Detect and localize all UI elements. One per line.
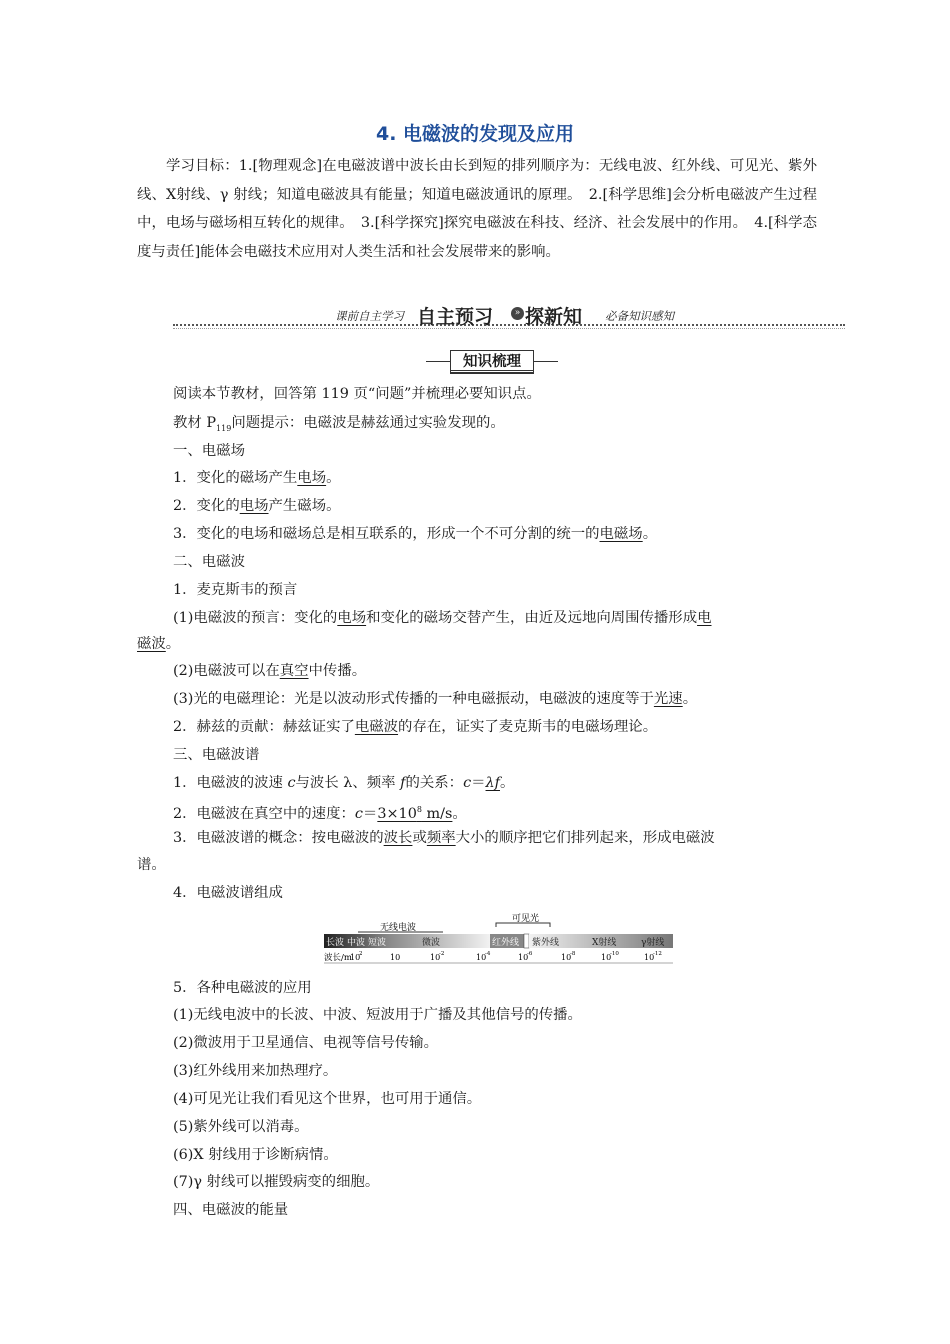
text: 产生磁场。 <box>268 498 341 514</box>
paragraph <box>137 413 853 439</box>
tick: 10 <box>601 953 612 962</box>
answer: 光速 <box>653 691 683 707</box>
list-item <box>137 608 853 628</box>
text: 。 <box>642 526 658 542</box>
axis-ticks <box>350 951 662 962</box>
tick-exp: -6 <box>527 951 533 957</box>
tick: 10 <box>390 953 401 962</box>
text: 2．变化的 <box>173 498 240 514</box>
text: ＝ <box>362 805 378 822</box>
text: 2．赫兹的贡献：赫兹证实了 <box>173 719 355 735</box>
badge-line-left <box>426 361 450 362</box>
tick: 10 <box>350 953 361 962</box>
banner-title-2: 探新知 <box>525 306 583 328</box>
tick: 10 <box>518 953 529 962</box>
text: 大小的顺序把它们排列起来，形成电磁波 <box>455 830 715 846</box>
list-item: (7)γ 射线可以摧毁病变的细胞。 <box>173 1174 380 1190</box>
list-item <box>137 717 853 737</box>
text: 。 <box>452 805 467 822</box>
text: 的关系： <box>405 775 464 791</box>
section-heading-badge <box>426 350 558 374</box>
tick: 10 <box>644 953 655 962</box>
heading-spectrum: 三、电磁波谱 <box>173 747 260 763</box>
answer: 电场 <box>337 610 367 626</box>
banner-right-text: 必备知识感知 <box>605 309 674 323</box>
objectives-label: 学习目标： <box>166 158 239 174</box>
list-item: 5．各种电磁波的应用 <box>173 980 312 996</box>
heading-electromagnetic-wave: 二、电磁波 <box>173 554 245 570</box>
list-item <box>137 828 853 848</box>
tick: 10 <box>561 953 572 962</box>
answer: 电场 <box>297 470 327 486</box>
section-banner <box>173 302 845 332</box>
band-label-short: 短波 <box>368 938 387 948</box>
list-item: (5)紫外线可以消毒。 <box>173 1119 309 1135</box>
tick: 10 <box>430 953 441 962</box>
answer: 波长 <box>383 830 413 846</box>
objectives-text: 1.[物理观念]在电磁波谱中波长由长到短的排列顺序为：无线电波、红外线、可见光、紫外线、X射线、γ 射线；知道电磁波具有能量；知道电磁波通讯的原理。 2.[科学思维]会分析电磁波产生过程中，电场与磁场相互转化的规律。 3.[科学探究]探究电磁波在科技、经济、社会发展中的作用。 4.[科学态度与责任]能体会电磁技术应用对人类生活和社会发展带来的影响。 <box>137 158 817 260</box>
text: 2．电磁波在真空中的速度： <box>173 805 355 822</box>
list-item <box>137 524 853 544</box>
answer: 真空 <box>279 663 309 679</box>
band-label-gamma: γ射线 <box>641 938 665 948</box>
list-item <box>137 800 853 824</box>
answer: 频率 <box>426 830 456 846</box>
arrow-icon: » <box>511 307 524 320</box>
band-visible <box>524 934 529 948</box>
banner-left-text: 课前自主学习 <box>335 309 404 323</box>
list-item: 4．电磁波谱组成 <box>173 885 283 901</box>
answer: 电场 <box>239 498 269 514</box>
heading-energy: 四、电磁波的能量 <box>173 1202 289 1218</box>
text: 1．电磁波的波速 <box>173 775 288 791</box>
list-item-continued: 谱。 <box>137 857 166 873</box>
banner-rule <box>173 324 845 326</box>
answer: λf <box>485 775 500 791</box>
band-label-medium: 中波 <box>347 938 366 948</box>
text: 。 <box>326 470 341 486</box>
banner-rule-thin <box>173 328 845 329</box>
text: (3)光的电磁理论：光是以波动形式传播的一种电磁振动，电磁波的速度等于 <box>173 691 654 707</box>
tick: 10 <box>476 953 487 962</box>
text: (2)电磁波可以在 <box>173 663 280 679</box>
text: ＝ <box>471 775 486 791</box>
text: m/s <box>421 805 453 822</box>
text: (1)电磁波的预言：变化的 <box>173 610 338 626</box>
band-label-xray: X射线 <box>592 938 617 948</box>
text: 。 <box>682 691 698 707</box>
answer: 电 <box>697 610 712 626</box>
tick-exp: -2 <box>439 951 445 957</box>
axis-label: 波长/m <box>324 953 352 963</box>
list-item: (4)可见光让我们看见这个世界，也可用于通信。 <box>173 1091 482 1107</box>
text: 与波长 λ、频率 <box>295 775 401 791</box>
text: 的存在，证实了麦克斯韦的电磁场理论。 <box>398 719 658 735</box>
text: 3×10 <box>377 805 417 822</box>
list-item <box>137 468 853 488</box>
text: 。 <box>499 775 515 791</box>
list-item <box>137 689 853 709</box>
var: c <box>287 775 296 791</box>
tick-exp: -8 <box>570 951 576 957</box>
answer: 磁波 <box>137 636 166 652</box>
tick-exp: 2 <box>359 951 363 957</box>
heading-electromagnetic-field: 一、电磁场 <box>173 443 245 459</box>
text: 中传播。 <box>308 663 367 679</box>
list-item <box>137 773 853 793</box>
label-radio: 无线电波 <box>380 923 417 933</box>
superscript: 8 <box>416 805 422 814</box>
section-heading: 知识梳理 <box>450 350 534 374</box>
spectrum-diagram <box>318 910 673 972</box>
tick-exp: -10 <box>610 951 619 957</box>
learning-objectives <box>137 152 817 266</box>
band-label-microwave: 微波 <box>422 938 441 948</box>
tick-exp: -4 <box>485 951 491 957</box>
var: f <box>400 775 406 791</box>
label-visible: 可见光 <box>512 914 540 924</box>
subscript: 119 <box>216 423 232 433</box>
answer: 电磁波 <box>354 719 399 735</box>
list-item <box>137 496 853 516</box>
text: 3．电磁波谱的概念：按电磁波的 <box>173 830 384 846</box>
band-label-infrared: 红外线 <box>492 938 520 948</box>
text: 教材 P <box>173 415 217 431</box>
page-title: 4. 电磁波的发现及应用 <box>375 123 575 145</box>
text: 1．变化的磁场产生 <box>173 470 298 486</box>
list-item: (2)微波用于卫星通信、电视等信号传输。 <box>173 1035 439 1051</box>
var: c <box>463 775 472 791</box>
var: c <box>354 805 363 822</box>
paragraph: 阅读本节教材，回答第 119 页“问题”并梳理必要知识点。 <box>173 386 541 402</box>
text: 。 <box>165 636 181 652</box>
list-item: (3)红外线用来加热理疗。 <box>173 1063 338 1079</box>
badge-underline <box>450 370 534 373</box>
text: 或 <box>412 830 427 846</box>
answer: 电磁场 <box>599 526 643 542</box>
banner-title-1: 自主预习 <box>417 306 494 328</box>
list-item: (1)无线电波中的长波、中波、短波用于广播及其他信号的传播。 <box>173 1007 582 1023</box>
text: 3．变化的电场和磁场总是相互联系的，形成一个不可分割的统一的 <box>173 526 600 542</box>
list-item: (6)X 射线用于诊断病情。 <box>173 1147 338 1163</box>
text: 问题提示：电磁波是赫兹通过实验发现的。 <box>231 415 505 431</box>
band-label-ultraviolet: 紫外线 <box>532 938 560 948</box>
list-item <box>137 661 853 681</box>
list-item: 1．麦克斯韦的预言 <box>173 582 298 598</box>
band-label-long: 长波 <box>326 938 345 948</box>
answer <box>377 806 452 822</box>
list-item-continued <box>137 634 817 654</box>
badge-line-right <box>534 361 558 362</box>
tick-exp: -12 <box>653 951 662 957</box>
text: 和变化的磁场交替产生，由近及远地向周围传播形成 <box>366 610 698 626</box>
